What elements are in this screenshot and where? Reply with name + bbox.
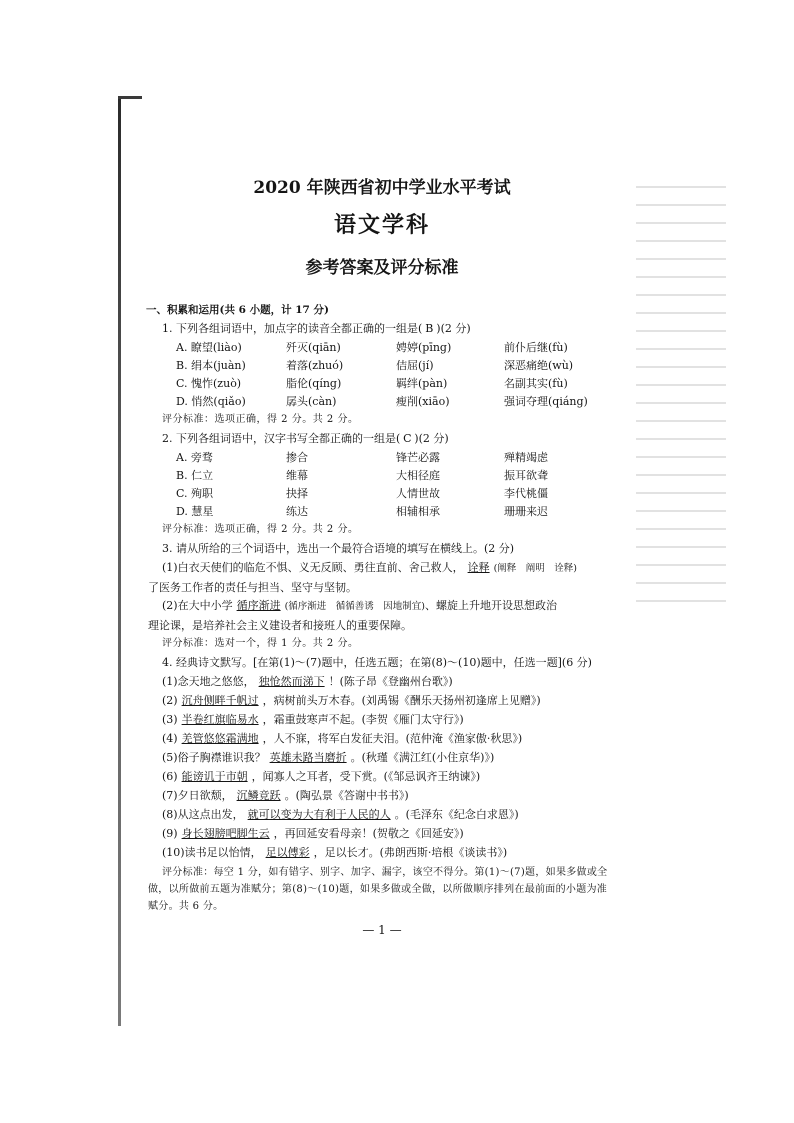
exam-title: 2020 年陕西省初中学业水平考试	[253, 178, 511, 198]
poem-line: (5)俗子胸襟谁识我？ 英雄未路当磨折 。(秋瑾《满江红(小住京华)》)	[162, 751, 495, 764]
poem-line: (4) 羌管悠悠霜满地 ，人不寐，将军白发征夫泪。(范仲淹《渔家傲·秋思》)	[162, 732, 523, 745]
scan-edge-left	[118, 96, 121, 1026]
scan-edge-top	[118, 96, 142, 99]
poem-line: (10)读书足以怡情， 足以傅彩 ，足以长才。(弗朗西斯·培根《谈读书》)	[162, 846, 508, 859]
poem-line: (3) 半卷红旗临易水 ，霜重鼓寒声不起。(李贺《雁门太守行》)	[162, 713, 464, 726]
question-3-scoring: 评分标准：选对一个，得 1 分。共 2 分。	[162, 638, 359, 649]
question-2-options: A. 旁骛 掺合 锋芒必露 殚精竭虑 B. 仁立 维幕 大相径庭 振耳欲聋 C. 殉职 抉择 人情世故 李代桃僵 D. 慧星 练达 相辅相承 珊珊来迟	[176, 451, 548, 518]
question-3-sentence-2-cont: 理论课，是培养社会主义建设者和接班人的重要保障。	[148, 619, 412, 632]
page-number: — 1 —	[362, 923, 402, 937]
bleed-through-shadow	[636, 170, 726, 930]
question-2-stem: 2. 下列各组词语中，汉字书写全都正确的一组是( C )(2 分)	[162, 430, 616, 448]
question-2-answer: C	[403, 432, 412, 445]
question-3-sentence-2: (2)在大中小学 循序渐进 (循序渐进 循循善诱 因地制宜)、螺旋上升地开设思想政治	[162, 599, 558, 612]
subject-title: 语文学科	[333, 212, 430, 238]
question-4-scoring: 评分标准：每空 1 分，如有错字、别字、加字、漏字，该空不得分。第(1)～(7)题，如果多做或全做，以所做前五题为准赋分；第(8)～(10)题，如果多做或全做，以所做顺序排列在最前面的小题为准赋分。共 6 分。	[148, 867, 608, 912]
question-4-answers	[148, 673, 616, 862]
question-1-stem: 1. 下列各组词语中，加点字的读音全都正确的一组是( B )(2 分)	[162, 320, 616, 338]
question-1-options: A. 瞭望(liào) 歼灭(qiān) 娉婷(pīng) 前仆后继(fù) B. 绢本(juàn) 着落(zhuó) 佶屈(jí) 深恶痛绝(wù) C. 愧怍(zuò) 脂伦(qíng) 羁绊(pàn) 名副其实(fù) D. 悄然(qiǎo) 孱头(càn) 瘦削(xiāo) 强词夺理(qiáng)	[176, 341, 588, 408]
question-1-scoring: 评分标准：选项正确，得 2 分。共 2 分。	[162, 414, 359, 425]
poem-line: (1)念天地之悠悠， 独怆然而涕下 ！(陈子昂《登幽州台歌》)	[162, 675, 453, 688]
question-3-sentence-1: (1)白衣天使们的临危不惧、义无反顾、勇往直前、舍己救人， 诠释 (阐释 阐明 诠释)	[162, 561, 578, 574]
question-2-scoring: 评分标准：选项正确，得 2 分。共 2 分。	[162, 524, 359, 535]
poem-line: (2) 沉舟侧畔千帆过 ，病树前头万木春。(刘禹锡《酬乐天扬州初逢席上见赠》)	[162, 694, 541, 707]
document-title: 参考答案及评分标准	[305, 258, 459, 278]
answer-sheet-page	[148, 165, 616, 937]
question-1-answer: B	[425, 322, 434, 335]
poem-line: (7)夕日欲颓， 沉鳞竞跃 。(陶弘景《答谢中书书》)	[162, 789, 409, 802]
poem-line: (6) 能谤讥于市朝 ，闻寡人之耳者，受下赏。(《邹忌讽齐王纳谏》)	[162, 770, 481, 783]
question-3-answer-2: 循序渐进	[236, 599, 281, 612]
question-3-sentence-1-cont: 了医务工作者的责任与担当、坚守与坚韧。	[148, 581, 357, 594]
poem-line: (8)从这点出发， 就可以变为大有利于人民的人 。(毛泽东《纪念白求恩》)	[162, 808, 519, 821]
question-3-answer-1: 诠释	[467, 561, 490, 574]
section-heading: 一、积累和运用(共 6 小题，计 17 分)	[146, 304, 329, 316]
poem-line: (9) 身长翅膀吧脚生云 ，再回延安看母亲！(贺敬之《回延安》)	[162, 827, 464, 840]
question-3-stem: 3. 请从所给的三个词语中，选出一个最符合语境的填写在横线上。(2 分)	[162, 542, 515, 555]
question-4-stem: 4. 经典诗文默写。[在第(1)～(7)题中，任选五题；在第(8)～(10)题中，任选一题](6 分)	[162, 656, 592, 669]
